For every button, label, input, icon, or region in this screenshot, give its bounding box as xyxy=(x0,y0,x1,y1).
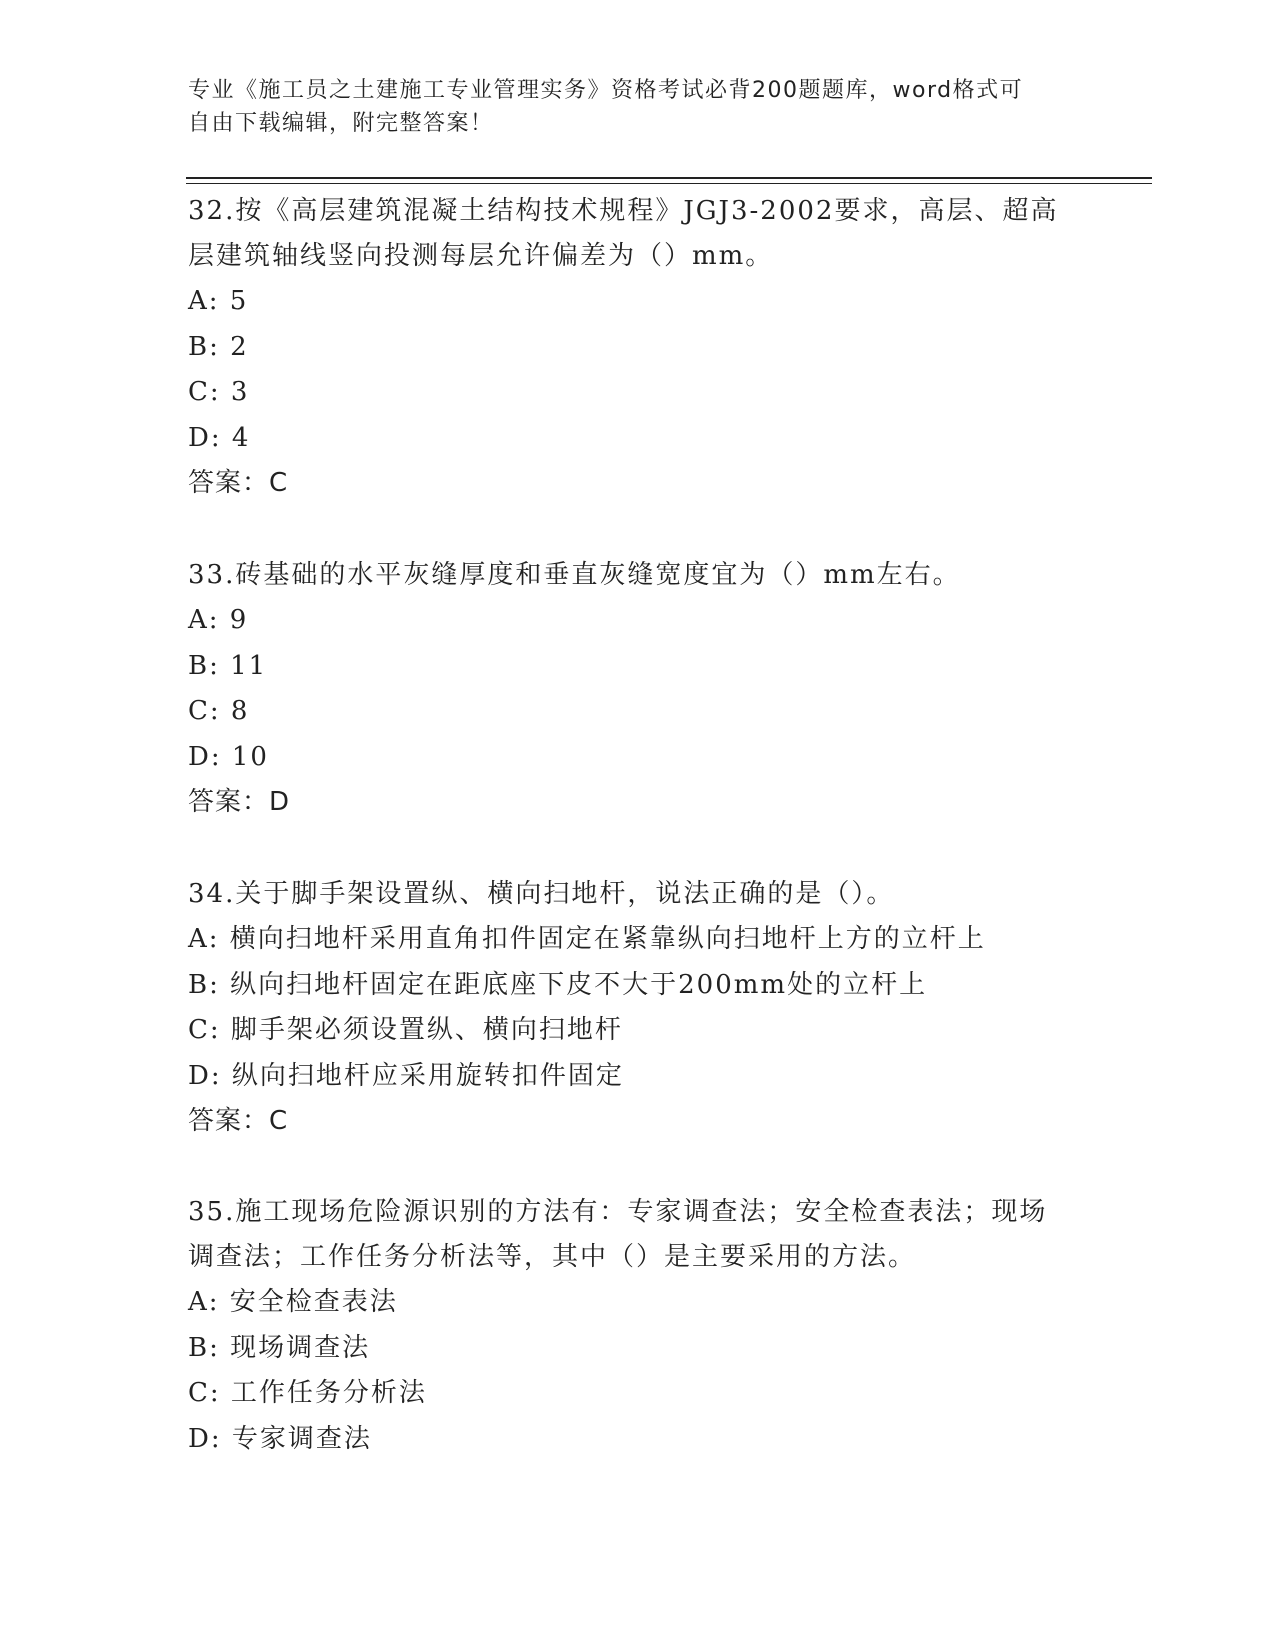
question-33 xyxy=(188,553,1088,825)
option-b: B: 现场调查法 xyxy=(188,1332,371,1363)
option-c: C: 3 xyxy=(188,377,250,407)
option-c: C: 8 xyxy=(188,696,250,726)
header-line-2: 自由下载编辑，附完整答案！ xyxy=(188,111,494,136)
option-d: D: 10 xyxy=(188,741,269,772)
question-text-line-1: 32.按《高层建筑混凝土结构技术规程》JGJ3-2002要求，高层、超高 xyxy=(188,196,1059,226)
option-c: C: 脚手架必须设置纵、横向扫地杆 xyxy=(188,1015,623,1045)
option-a: A: 横向扫地杆采用直角扣件固定在紧靠纵向扫地杆上方的立杆上 xyxy=(188,924,986,954)
question-text-line-2: 层建筑轴线竖向投测每层允许偏差为（）mm。 xyxy=(188,241,774,271)
option-b: B: 纵向扫地杆固定在距底座下皮不大于200mm处的立杆上 xyxy=(188,969,928,1000)
answer-line: 答案：C xyxy=(188,468,289,498)
header-line-1: 专业《施工员之土建施工专业管理实务》资格考试必背200题题库，word格式可 xyxy=(188,78,1024,103)
question-text-line-2: 调查法；工作任务分析法等，其中（）是主要采用的方法。 xyxy=(188,1242,917,1272)
question-text-line-1: 34.关于脚手架设置纵、横向扫地杆，说法正确的是（）。 xyxy=(188,879,895,909)
question-text-line-1: 33.砖基础的水平灰缝厚度和垂直灰缝宽度宜为（）mm左右。 xyxy=(188,560,961,590)
option-c: C: 工作任务分析法 xyxy=(188,1378,427,1408)
header-divider-thick xyxy=(186,177,1152,179)
option-d: D: 4 xyxy=(188,422,251,453)
question-32 xyxy=(188,189,1088,506)
question-text-line-1: 35.施工现场危险源识别的方法有：专家调查法；安全检查表法；现场 xyxy=(188,1197,1048,1227)
question-34 xyxy=(188,872,1088,1144)
document-header xyxy=(188,74,1088,140)
answer-line: 答案：D xyxy=(188,787,291,817)
header-divider-thin xyxy=(186,183,1152,184)
option-a: A: 9 xyxy=(188,605,249,635)
option-a: A: 5 xyxy=(188,286,249,316)
option-a: A: 安全检查表法 xyxy=(188,1287,398,1317)
option-b: B: 2 xyxy=(188,331,249,362)
question-35 xyxy=(188,1190,1088,1462)
option-d: D: 专家调查法 xyxy=(188,1423,372,1454)
answer-line: 答案：C xyxy=(188,1106,289,1136)
option-d: D: 纵向扫地杆应采用旋转扣件固定 xyxy=(188,1060,624,1091)
option-b: B: 11 xyxy=(188,650,268,681)
